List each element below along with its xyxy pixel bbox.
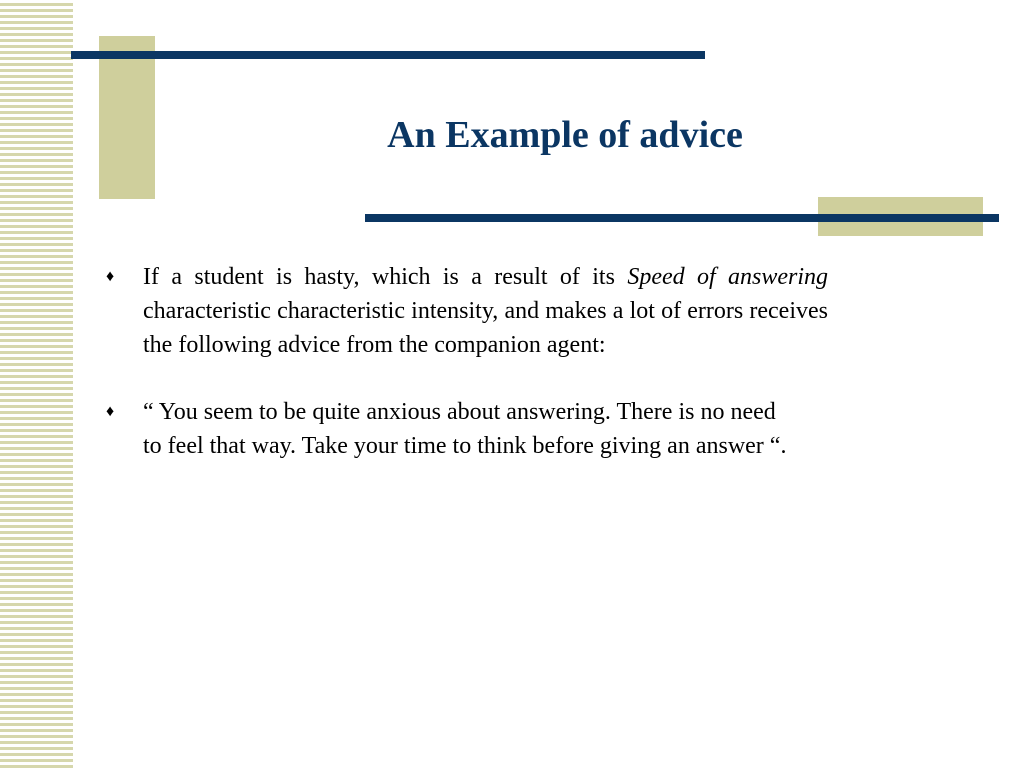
title-underline-rule — [365, 214, 999, 222]
bullet-text-2: “ You seem to be quite anxious about answering. There is no need to feel that way. Take your time to think before giving an answer “. — [143, 399, 787, 459]
slide-body — [106, 260, 828, 463]
diamond-bullet-icon: ♦ — [106, 403, 115, 420]
bullet-1-text-start: If a student is hasty, which is a result of its — [143, 264, 628, 290]
diamond-bullet-icon: ♦ — [106, 268, 115, 285]
bullet-item-2 — [106, 395, 828, 463]
top-rule — [71, 51, 705, 59]
bullet-1-italic-term: Speed of answering — [627, 264, 829, 290]
bullet-item-1 — [106, 260, 828, 362]
left-stripe-decoration — [0, 0, 73, 768]
bullet-text-1 — [143, 260, 828, 362]
slide-title: An Example of advice — [387, 114, 743, 156]
accent-block-left — [99, 36, 155, 199]
bullet-1-text-end: characteristic characteristic intensity, and makes a lot of errors receives the following advice from the companion agent: — [143, 298, 828, 358]
